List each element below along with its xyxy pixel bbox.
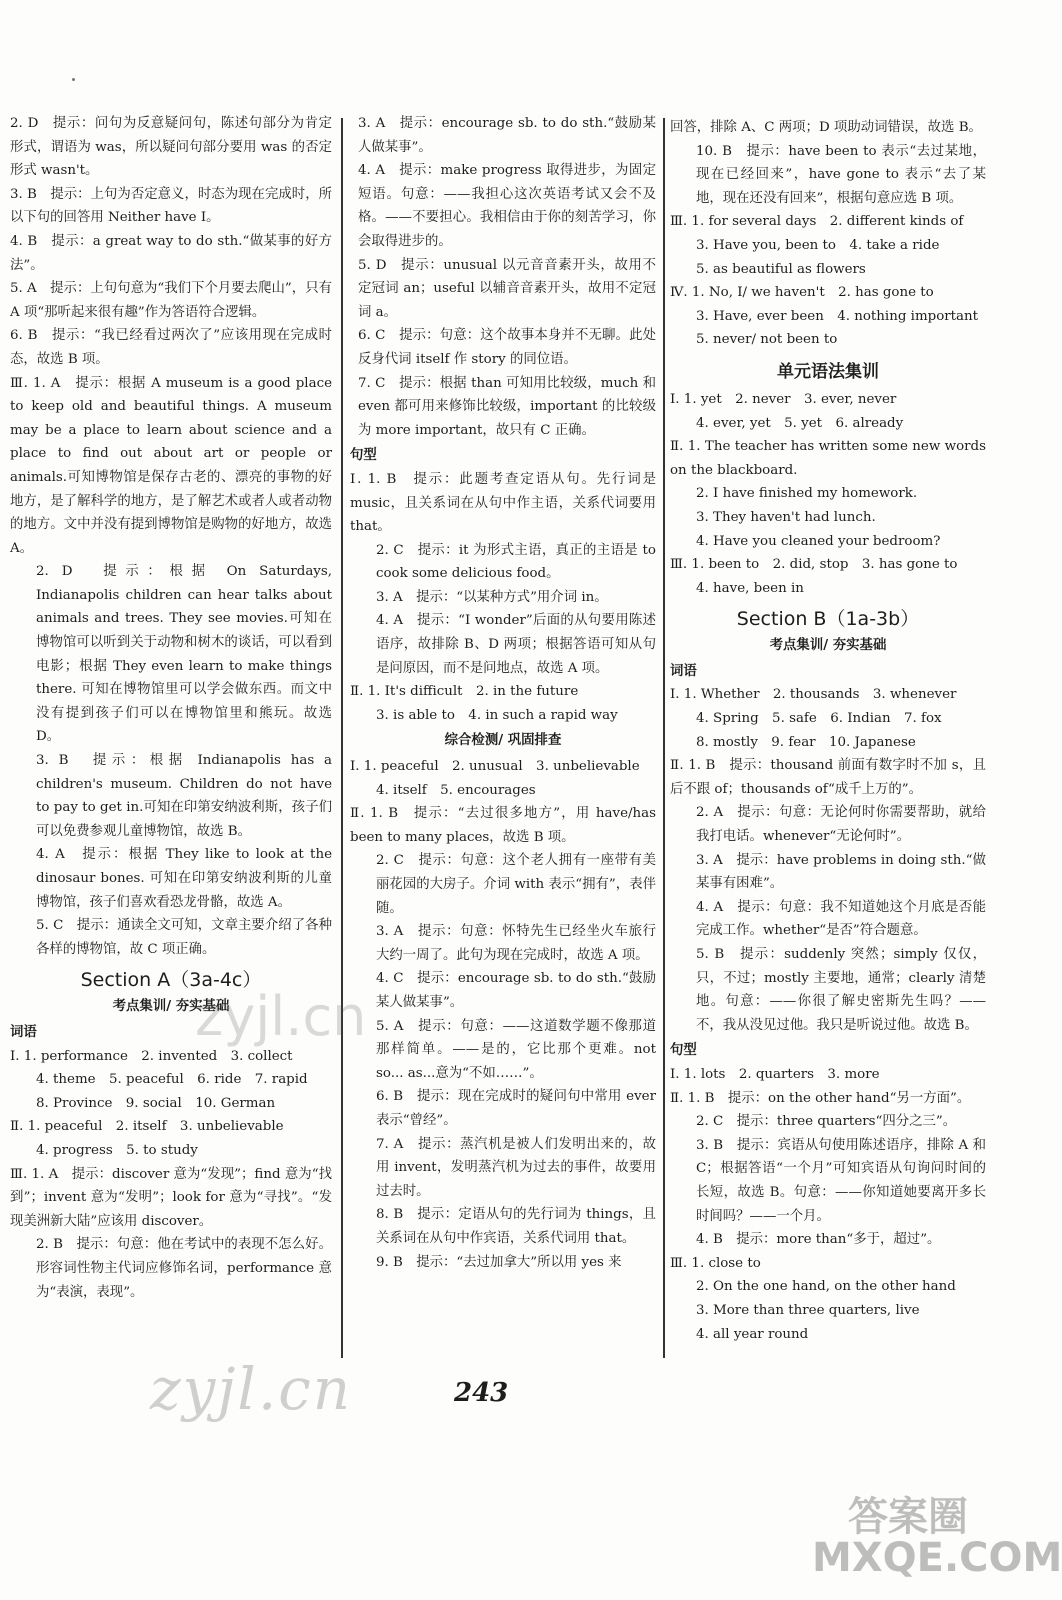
watermark-corner-bottom: MXQE.COM xyxy=(812,1535,1062,1581)
col3-line-30: Ⅱ. 1. B 提示：on the other hand“另一方面”。 xyxy=(670,1090,971,1106)
col3-line-10: 4. ever, yet 5. yet 6. already xyxy=(696,415,904,431)
column-divider-left xyxy=(341,118,343,1358)
col2-line-5: 句型 xyxy=(350,448,377,464)
col1-line-16: Ⅱ. 1. peaceful 2. itself 3. unbelievable xyxy=(10,1119,284,1135)
col3-line-17: Section B（1a-3b） xyxy=(736,608,920,631)
col2-line-22: 8. B 提示：定语从句的先行词为 things，且关系词在从句中作宾语，关系代词用 that。 xyxy=(376,1207,656,1246)
col2-line-20: 6. B 提示：现在完成时的疑问句中常用 ever 表示“曾经”。 xyxy=(376,1089,656,1128)
col3-line-1: 10. B 提示：have been to 表示“去过某地，现在已经回来”，have gone to 表示“去了某地，现在还没有回来”，根据句意应选 B 项。 xyxy=(696,143,986,206)
col2-line-23: 9. B 提示：“去过加拿大”所以用 yes 来 xyxy=(376,1254,622,1270)
col2-line-2: 5. D 提示：unusual 以元音音素开头，故用不定冠词 an；useful 以辅音音素开头，故用不定冠词 a。 xyxy=(358,257,656,320)
col3-line-36: 3. More than three quarters, live xyxy=(696,1302,920,1318)
col2-line-0: 3. A 提示：encourage sb. to do sth.“鼓励某人做某事”。 xyxy=(358,116,656,155)
col2-line-17: 3. A 提示：句意：怀特先生已经坐火车旅行大约一周了。此句为现在完成时，故选 A 项。 xyxy=(376,924,656,963)
col1-line-12: 词语 xyxy=(10,1024,37,1040)
col2-line-15: Ⅱ. 1. B 提示：“去过很多地方”，用 have/has been to many places，故选 B 项。 xyxy=(350,806,656,845)
col3-line-31: 2. C 提示：three quarters“四分之三”。 xyxy=(696,1114,957,1130)
col2-line-16: 2. C 提示：句意：这个老人拥有一座带有美丽花园的大房子。介词 with 表示“拥有”，表伴随。 xyxy=(376,853,656,916)
col1-line-2: 4. B 提示：a great way to do sth.“做某事的好方法”。 xyxy=(10,233,332,273)
col3-line-9: Ⅰ. 1. yet 2. never 3. ever, never xyxy=(670,391,897,407)
column-right xyxy=(670,116,986,1346)
col2-line-1: 4. A 提示：make progress 取得进步，为固定短语。句意：——我担心这次英语考试又会不及格。——不要担心。我相信由于你的刻苦学习，你会取得进步的。 xyxy=(358,163,656,249)
col1-line-5: Ⅲ. 1. A 提示：根据 A museum is a good place to keep old and beautiful things. A museum may be a place to learn about science and a place to find out about art or people or animals.可知博物馆是保存古老的、漂亮的事物的好地方，是了解科学的地方，是了解艺术或者人或者动物的地方。文中并没有提到博物馆是购物的好地方，故选 A。 xyxy=(10,375,332,556)
column-middle xyxy=(350,112,656,1274)
col3-line-22: 8. mostly 9. fear 10. Japanese xyxy=(696,734,916,750)
col3-line-29: Ⅰ. 1. lots 2. quarters 3. more xyxy=(670,1066,880,1082)
col1-line-0: 2. D 提示：问句为反意疑问句，陈述句部分为肯定形式，谓语为 was，所以疑问句部分要用 was 的否定形式 wasn't。 xyxy=(10,116,332,179)
col3-line-15: Ⅲ. 1. been to 2. did, stop 3. has gone to xyxy=(670,557,958,573)
col1-line-18: Ⅲ. 1. A 提示：discover 意为“发现”；find 意为“找到”；invent 意为“发明”；look for 意为“寻找”。“发现美洲新大陆”应该用 discover。 xyxy=(10,1166,332,1229)
col2-line-6: Ⅰ. 1. B 提示：此题考查定语从句。先行词是 music，且关系词在从句中作主语，关系代词要用 that。 xyxy=(350,471,656,535)
col2-line-18: 4. C 提示：encourage sb. to do sth.“鼓励某人做某事”。 xyxy=(376,971,656,1010)
col3-line-12: 2. I have finished my homework. xyxy=(696,486,918,502)
col3-line-11: Ⅱ. 1. The teacher has written some new words on the blackboard. xyxy=(670,439,986,478)
col3-line-14: 4. Have you cleaned your bedroom? xyxy=(696,533,941,549)
watermark-zyjl-top: zyjl.cn xyxy=(195,985,367,1048)
col3-line-35: 2. On the one hand, on the other hand xyxy=(696,1279,956,1295)
col3-line-20: Ⅰ. 1. Whether 2. thousands 3. whenever xyxy=(670,687,957,703)
col2-line-7: 2. C 提示：it 为形式主语，真正的主语是 to cook some delicious food。 xyxy=(376,542,656,582)
col3-line-19: 词语 xyxy=(670,663,697,679)
column-left xyxy=(10,112,332,1304)
col3-line-2: Ⅲ. 1. for several days 2. different kinds of xyxy=(670,214,964,230)
col3-line-33: 4. B 提示：more than“多于，超过”。 xyxy=(696,1232,941,1248)
col3-line-13: 3. They haven't had lunch. xyxy=(696,509,876,525)
col3-line-0: 回答，排除 A、C 两项；D 项助动词错误，故选 B。 xyxy=(670,120,982,135)
watermark-corner-top: 答案圈 xyxy=(848,1494,968,1540)
col2-line-10: Ⅱ. 1. It's difficult 2. in the future xyxy=(350,684,579,700)
col2-line-19: 5. A 提示：句意：——这道数学题不像那道那样简单。——是的，它比那个更难。not so... as...意为“不如……”。 xyxy=(376,1018,656,1081)
col1-line-10: Section A（3a-4c） xyxy=(80,969,262,992)
col1-line-6: 2. D 提示：根据 On Saturdays, Indianapolis children can hear talks about animals and trees. They see movies.可知在博物馆可以听到关于动物和树木的谈话，可以看到电影；根据 They even learn to make things there. 可知在博物馆里可以学会做东西。而文中没有提到孩子们可以在博物馆里和熊玩。故选 D。 xyxy=(36,564,332,745)
col3-line-8: 单元语法集训 xyxy=(777,361,879,382)
watermark-zyjl-bottom: zyjl.cn xyxy=(150,1355,353,1423)
col2-line-8: 3. A 提示：“以某种方式”用介词 in。 xyxy=(376,589,608,605)
col1-line-15: 8. Province 9. social 10. German xyxy=(36,1095,276,1111)
col2-line-13: Ⅰ. 1. peaceful 2. unusual 3. unbelievable xyxy=(350,759,640,775)
col3-line-34: Ⅲ. 1. close to xyxy=(670,1255,761,1271)
col3-line-4: 5. as beautiful as flowers xyxy=(696,261,866,277)
scan-speck xyxy=(72,78,75,81)
col3-line-28: 句型 xyxy=(670,1043,697,1059)
col2-line-11: 3. is able to 4. in such a rapid way xyxy=(376,707,618,723)
col2-line-21: 7. A 提示：蒸汽机是被人们发明出来的，故用 invent，发明蒸汽机为过去的事件，故要用过去时。 xyxy=(376,1136,656,1199)
col3-line-18: 考点集训/ 夯实基础 xyxy=(769,638,887,654)
col1-line-1: 3. B 提示：上句为否定意义，时态为现在完成时，所以下句的回答用 Neither have I。 xyxy=(10,186,332,226)
col2-line-3: 6. C 提示：句意：这个故事本身并不无聊。此处反身代词 itself 作 story 的同位语。 xyxy=(358,328,656,367)
col3-line-25: 3. A 提示：have problems in doing sth.“做某事有困难”。 xyxy=(696,852,986,892)
col1-line-11: 考点集训/ 夯实基础 xyxy=(112,999,230,1015)
col3-line-7: 5. never/ not been to xyxy=(696,332,838,348)
col2-line-12: 综合检测/ 巩固排查 xyxy=(444,733,562,749)
col3-line-27: 5. B 提示：suddenly 突然；simply 仅仅，只，不过；mostly 主要地，通常；clearly 清楚地。句意：——你很了解史密斯先生吗？——不，我从没见过他。我只是听说过他。故选 B。 xyxy=(696,947,986,1033)
col3-line-5: Ⅳ. 1. No, I/ we haven't 2. has gone to xyxy=(670,285,934,301)
col1-line-3: 5. A 提示：上句句意为“我们下个月要去爬山”，只有 A 项“那听起来很有趣”作为答语符合逻辑。 xyxy=(10,281,332,320)
col3-line-23: Ⅱ. 1. B 提示：thousand 前面有数字时不加 s，且后不跟 of；thousands of“成千上万的”。 xyxy=(670,758,986,797)
col1-line-7: 3. B 提示：根据 Indianapolis has a children's museum. Children do not have to pay to get in.可知在印第安纳波利斯，孩子们可以免费参观儿童博物馆，故选 B。 xyxy=(36,753,332,839)
col3-line-6: 3. Have, ever been 4. nothing important xyxy=(696,308,979,324)
col1-line-8: 4. A 提示：根据 They like to look at the dinosaur bones. 可知在印第安纳波利斯的儿童博物馆，孩子们喜欢看恐龙骨骼，故选 A。 xyxy=(36,847,332,910)
col1-line-4: 6. B 提示：“我已经看过两次了”应该用现在完成时态，故选 B 项。 xyxy=(10,328,332,367)
col2-line-9: 4. A 提示：“I wonder”后面的从句要用陈述语序，故排除 B、D 两项；根据答语可知从句是问原因，而不是问地点，故选 A 项。 xyxy=(376,613,656,676)
col1-line-13: Ⅰ. 1. performance 2. invented 3. collect xyxy=(10,1048,293,1064)
col1-line-9: 5. C 提示：通读全文可知，文章主要介绍了各种各样的博物馆，故 C 项正确。 xyxy=(36,918,332,957)
col3-line-37: 4. all year round xyxy=(696,1326,809,1342)
column-divider-right xyxy=(663,118,665,1358)
col3-line-26: 4. A 提示：句意：我不知道她这个月底是否能完成工作。whether“是否”符合题意。 xyxy=(696,899,986,939)
col3-line-16: 4. have, been in xyxy=(696,580,804,596)
col3-line-21: 4. Spring 5. safe 6. Indian 7. fox xyxy=(696,711,942,727)
col1-line-17: 4. progress 5. to study xyxy=(36,1142,198,1158)
col1-line-19: 2. B 提示：句意：他在考试中的表现不怎么好。形容词性物主代词应修饰名词，performance 意为“表演，表现”。 xyxy=(36,1237,332,1300)
col3-line-24: 2. A 提示：句意：无论何时你需要帮助，就给我打电话。whenever“无论何时”。 xyxy=(696,805,986,845)
col3-line-3: 3. Have you, been to 4. take a ride xyxy=(696,237,940,253)
page-number: 243 xyxy=(454,1378,509,1408)
col2-line-14: 4. itself 5. encourages xyxy=(376,782,536,798)
col1-line-14: 4. theme 5. peaceful 6. ride 7. rapid xyxy=(36,1072,308,1088)
col3-line-32: 3. B 提示：宾语从句使用陈述语序，排除 A 和 C；根据答语“一个月”可知宾语从句询问时间的长短，故选 B。句意：——你知道她要离开多长时间吗？——一个月。 xyxy=(696,1137,986,1224)
col2-line-4: 7. C 提示：根据 than 可知用比较级，much 和 even 都可用来修饰比较级，important 的比较级为 more important，故只有 C 正确。 xyxy=(358,375,656,438)
